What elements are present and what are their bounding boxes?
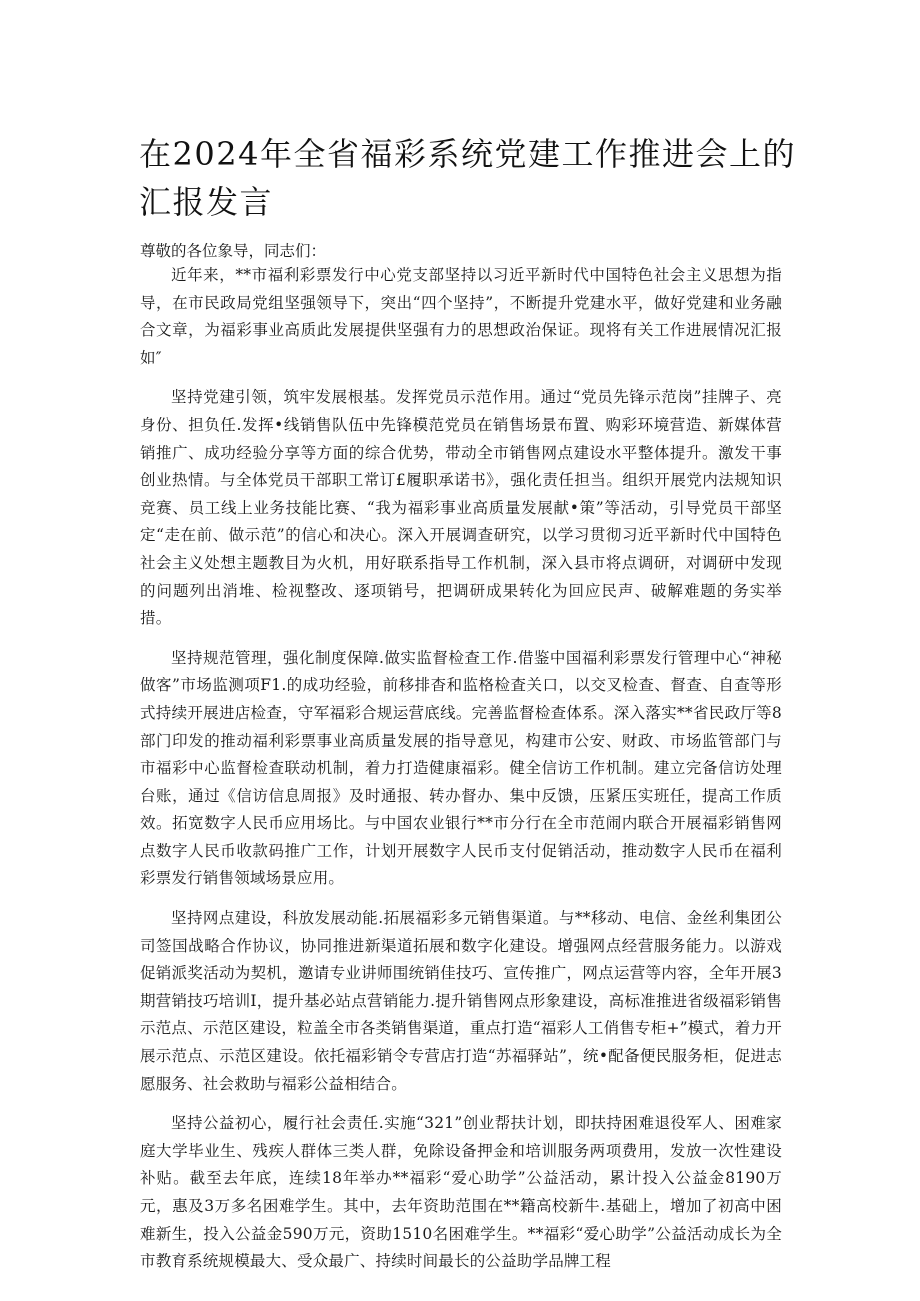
salutation: 尊敬的各位象导，同志们： (140, 242, 327, 260)
paragraph-standard-management: 坚持规范管理，强化制度保障.做实监督检查工作.借鉴中国福利彩票发行管理中心“神秘做客”市场监测项F1.的成功经验，前移排杳和监格检査关口，以交叉检查、督查、自查等形式持续开展进店检查，守军福彩合规运营底线。完善监督检查体系。深入落实**省民政厅等8部门印发的推动福利彩票事业高质量发展的指导意见，构建市公安、财政、市场监管部门与市福彩中心监督检查联动机制，着力打造健康福彩。健全信访工作机制。建立完备信访处理台账，通过《信访信息周报》及时通报、转办督办、集中反馈，压紧压实班任，提高工作质效。拓宽数字人民币应用场比。与中国农业银行**市分行在全市范闹内联合开展福彩销售网点数字人民币收款码推广工作，计划开展数字人民币支付促销活动，推动数字人民币在福利彩票发行销售领域场景应用。 (140, 648, 782, 888)
paragraph-party-building: 坚持党建引领，筑牢发展根基。发挥党员示范作用。通过“党员先锋示范岗”挂牌子、亮身份、担负任.发挥•线销售队伍中先锋模范党员在销售场景布置、购彩环境营造、新媒体营销推广、成功经验分享等方面的综合优势，带动全市销售网点建设水平整体提升。激发干事创业热情。与全体党员干部职工常订£履职承诺书》，强化责任担当。组织开展党内法规知识竞赛、员工线上业务技能比赛、“我为福彩事业高质量发展献•策”等活动，引导党员干部坚定“走在前、做示范”的信心和决心。深入开展调查研究，以学习贯彻习近平新时代中国特色社会主义处想主题教目为火机，用好联系指导工作机制，深入县市将点调研，对调研中发现的问题列出消堆、检视整改、逐项销号，把调研成果转化为回应民声、破解难题的务实举措。 (140, 388, 782, 628)
paragraph-outlet-construction: 坚持网点建设，科放发展动能.拓展福彩多元销售渠道。与**移动、电信、金丝利集团公司签国战略合作协议，协同推进新渠道拓展和数字化建设。增强网点经营服务能力。以游戏促销派奖活动为契机，邀请专业讲师围统销佳技巧、宣传推广，网点运营等内容，全年开展3期营销技巧培训I，提升基必站点营销能力.提升销售网点形象建设，高标准推进省级福彩销售示范点、示范区建设，粒盖全市各类销售渠道，重点打造“福彩人工俏售专柜+”模式，着力开展示范点、示范区建设。依托福彩销令专营店打造“苏福驿站”，统•配备便民服务柜，促进志愿服务、社会救助与福彩公益相结合。 (140, 909, 782, 1093)
paragraph-public-welfare: 坚持公益初心，履行社会责任.实施“321”创业帮扶计划，即扶持困难退役军人、困难家庭大学毕业生、残疾人群体三类人群，免除设备押金和培训服务两项费用，发放一次性建设补贴。截至去年底，连续18年举办**福彩“爱心助学”公益活动，累计投入公益金8190万元，惠及3万多名困难学生。其中，去年资助范围在**籍高校新牛.基础上，增加了初高中困难新生，投入公益金590万元，资助1510名困难学生。**福彩“爱心助学”公益活动成长为全市教育系统规模最大、受众最广、持续时间最长的公益助学品牌工程 (140, 1114, 782, 1271)
paragraph-intro: 近年来，**市福利彩票发行中心党支部坚持以习近平新时代中国特色社会主义思想为指导，在市民政局党组坚强领导下，突出“四个坚持”，不断提升党建水平，做好党建和业务融合文章，为福彩事业高质此发展提供坚强有力的思想政治保证。现将有关工作进展情况汇报如″ (140, 266, 782, 367)
document-body (140, 262, 782, 1288)
document-title: 在2024年全省福彩系统党建工作推进会上的汇报发言 (139, 135, 796, 221)
